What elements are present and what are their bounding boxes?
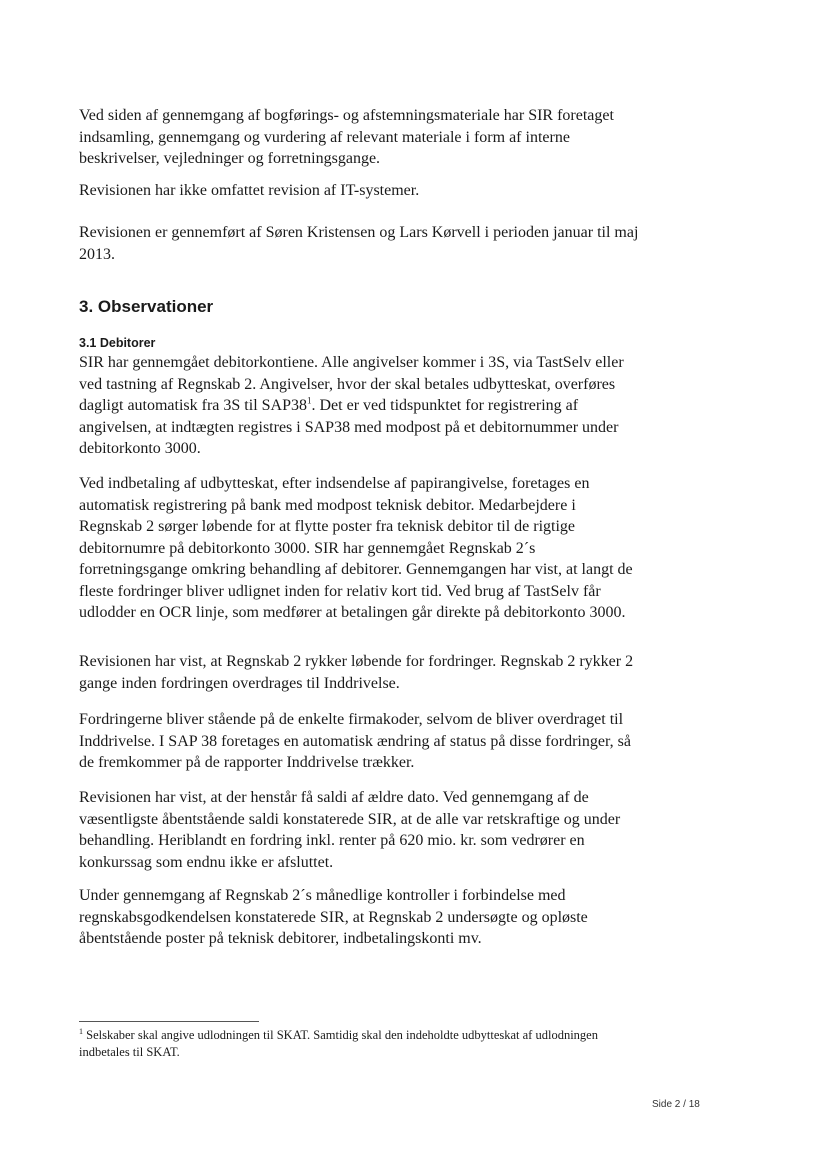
- page-number: Side 2 / 18: [652, 1099, 700, 1110]
- payment-paragraph: Ved indbetaling af udbytteskat, efter indsendelse af papirangivelse, foretages en automatisk registrering på bank med modpost teknisk debitor. Medarbejdere i Regnskab 2 sørger løbende for at flytte poster fra teknisk debitor til de rigtige debitornumre på debitorkonto 3000. SIR har gennemgået Regnskab 2´s forretningsgange omkring behandling af debitorer. Gennemgangen har vist, at langt de fleste fordringer bliver udlignet inden for relativ kort tid. Ved brug af TastSelv får udlodder en OCR linje, som medfører at betalingen går direkte på debitorkonto 3000.: [79, 475, 633, 621]
- it-scope-paragraph: Revisionen har ikke omfattet revision af IT-systemer.: [79, 182, 420, 199]
- footnote-divider: [79, 1021, 259, 1022]
- debitor-text-after-ref: . Det er ved tidspunktet for registrering af angivelsen, at indtægten registres i SAP38 med modpost på et debitornummer under debitorkonto 3000.: [79, 397, 619, 457]
- debitor-paragraph: [79, 352, 639, 460]
- reminder-paragraph: Revisionen har vist, at Regnskab 2 rykker løbende for fordringer. Regnskab 2 rykker 2 gange inden fordringen overdrages til Inddrivelse.: [79, 653, 634, 692]
- subsection-heading: 3.1 Debitorer: [79, 336, 156, 350]
- balances-paragraph: Revisionen har vist, at der henstår få saldi af ældre dato. Ved gennemgang af de væsentligste åbentstående saldi konstaterede SIR, at de alle var retskraftige og under behandling. Heriblandt en fordring inkl. renter på 620 mio. kr. som vedrører en konkurssag som endnu ikke er afsluttet.: [79, 789, 621, 871]
- footnote-number: 1: [79, 1026, 83, 1036]
- collection-paragraph: Fordringerne bliver stående på de enkelte firmakoder, selvom de bliver overdraget til Inddrivelse. I SAP 38 foretages en automatisk ændring af status på disse fordringer, så de fremkommer på de rapporter Inddrivelse trækker.: [79, 711, 631, 771]
- intro-paragraph: Ved siden af gennemgang af bogførings- og afstemningsmateriale har SIR foretaget indsamling, gennemgang og vurdering af relevant materiale i form af interne beskrivelser, vejledninger og forretningsgange.: [79, 107, 614, 167]
- section-heading: 3. Observationer: [79, 297, 214, 316]
- monthly-controls-paragraph: Under gennemgang af Regnskab 2´s månedlige kontroller i forbindelse med regnskabsgodkendelsen konstaterede SIR, at Regnskab 2 undersøgte og opløste åbentstående poster på teknisk debitorer, indbetalingskonti mv.: [79, 887, 588, 947]
- footnote-text: Selskaber skal angive udlodningen til SKAT. Samtidig skal den indeholdte udbytteskat af udlodningen indbetales til SKAT.: [79, 1028, 598, 1059]
- auditors-paragraph: Revisionen er gennemført af Søren Kristensen og Lars Kørvell i perioden januar til maj 2013.: [79, 224, 639, 263]
- debitor-text-before-ref: SIR har gennemgået debitorkontiene. Alle angivelser kommer i 3S, via TastSelv eller ved tastning af Regnskab 2. Angivelser, hvor der skal betales udbytteskat, overføres dagligt automatisk fra 3S til SAP38: [79, 354, 624, 414]
- footnote-reference: 1: [307, 395, 312, 406]
- footnote: [79, 1027, 624, 1061]
